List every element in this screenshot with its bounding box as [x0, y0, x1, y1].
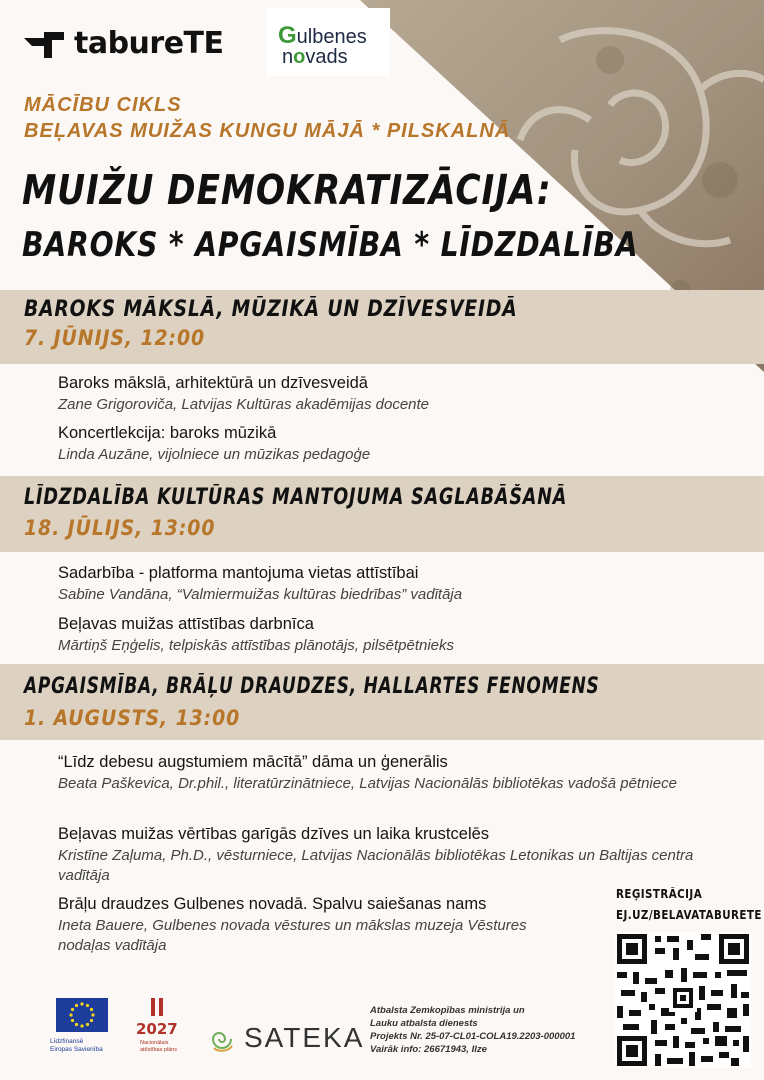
section-1-talk-2-title: Koncertlekcija: baroks mūzikā	[58, 424, 277, 442]
section-2-talk-1-title: Sadarbība - platforma mantojuma vietas attīstībai	[58, 564, 419, 582]
section-3-talk-3-speaker: Ineta Bauere, Gulbenes novada vēstures un mākslas muzeja Vēstures nodaļas vadītāja	[58, 917, 527, 954]
gulbenes-logo-line-1: Gulbenes	[278, 22, 367, 49]
gulbenes-novads-logo	[266, 8, 390, 76]
section-3-talk-2-speaker: Kristīne Zaļuma, Ph.D., vēsturniece, Latvijas Nacionālās bibliotēkas Letonikas un Baltijas centra vadītāja	[58, 847, 694, 884]
section-2-date: 18. JŪLIJS, 13:00	[24, 516, 216, 540]
section-3-title: APGAISMĪBA, BRĀĻU DRAUDZES, HALLARTES FENOMENS	[24, 674, 600, 699]
series-label: MĀCĪBU CIKLS	[24, 94, 182, 116]
npa-caption-line-1: Nacionālais	[140, 1040, 169, 1046]
section-1-title: BAROKS MĀKSLĀ, MŪZIKĀ UN DZĪVESVEIDĀ	[24, 297, 518, 322]
section-1-talk-1-title: Baroks mākslā, arhitektūrā un dzīvesveidā	[58, 374, 368, 392]
registration-url[interactable]: EJ.UZ/BELAVATABURETE	[616, 908, 762, 922]
qr-code-icon[interactable]	[615, 932, 751, 1068]
section-3-talk-2-title: Beļavas muižas vērtības garīgās dzīves un laika krustcelēs	[58, 825, 490, 843]
tabure-wordmark: tabureTE	[74, 26, 224, 61]
section-3-talk-3-title: Brāļu draudzes Gulbenes novadā. Spalvu saiešanas nams	[58, 895, 487, 913]
eu-flag-icon	[56, 998, 108, 1032]
registration-label: REĢISTRĀCIJA	[616, 887, 703, 901]
sateka-wordmark: SATEKA	[244, 1022, 365, 1053]
section-2-talk-2-title: Beļavas muižas attīstības darbnīca	[58, 615, 314, 633]
tabure-mark-icon	[22, 28, 66, 60]
section-1-talk-2-speaker: Linda Auzāne, vijolniece un mūzikas pedagoģe	[58, 446, 371, 463]
project-number: Projekts Nr. 25-07-CL01-COLA19.2203-000001	[370, 1031, 576, 1042]
tabure-logo	[22, 26, 224, 61]
npa-caption-line-2: attīstības plāns	[140, 1047, 177, 1053]
section-2-title: LĪDZDALĪBA KULTŪRAS MANTOJUMA SAGLABĀŠANĀ	[24, 485, 568, 510]
section-3-talk-1-title: “Līdz debesu augstumiem mācītā” dāma un ģenerālis	[58, 753, 448, 771]
section-2-talk-1-speaker: Sabīne Vandāna, “Valmiermuižas kultūras biedrības” vadītāja	[58, 586, 463, 603]
eu-caption-line-1: Līdzfinansē	[50, 1038, 84, 1045]
support-line-1: Atbalsta Zemkopības ministrija un	[370, 1005, 525, 1016]
section-1-date: 7. JŪNIJS, 12:00	[24, 326, 206, 350]
main-subtitle: BAROKS * APGAISMĪBA * LĪDZDALĪBA	[22, 225, 639, 265]
npa-logo-number: 2027	[136, 1020, 178, 1038]
support-line-2: Lauku atbalsta dienests	[370, 1018, 478, 1029]
section-3-talk-1-speaker: Beata Paškevica, Dr.phil., literatūrzinātniece, Latvijas Nacionālās bibliotēkas vadošā pētniece	[58, 775, 677, 792]
contact-info: Vairāk info: 26671943, Ilze	[370, 1044, 487, 1055]
section-1-talk-1-speaker: Zane Grigoroviča, Latvijas Kultūras akadēmijas docente	[58, 396, 430, 413]
main-title: MUIŽU DEMOKRATIZĀCIJA:	[22, 166, 552, 214]
section-2-talk-2-speaker: Mārtiņš Eņģelis, telpiskās attīstības plānotājs, pilsētpētnieks	[58, 637, 455, 654]
eu-caption-line-2: Eiropas Savienība	[50, 1046, 103, 1053]
section-3-date: 1. AUGUSTS, 13:00	[24, 706, 241, 730]
sateka-swirl-icon	[206, 1024, 238, 1054]
gulbenes-logo-line-2: novads	[282, 46, 348, 68]
series-venue: BEĻAVAS MUIŽAS KUNGU MĀJĀ * PILSKALNĀ	[24, 120, 511, 142]
